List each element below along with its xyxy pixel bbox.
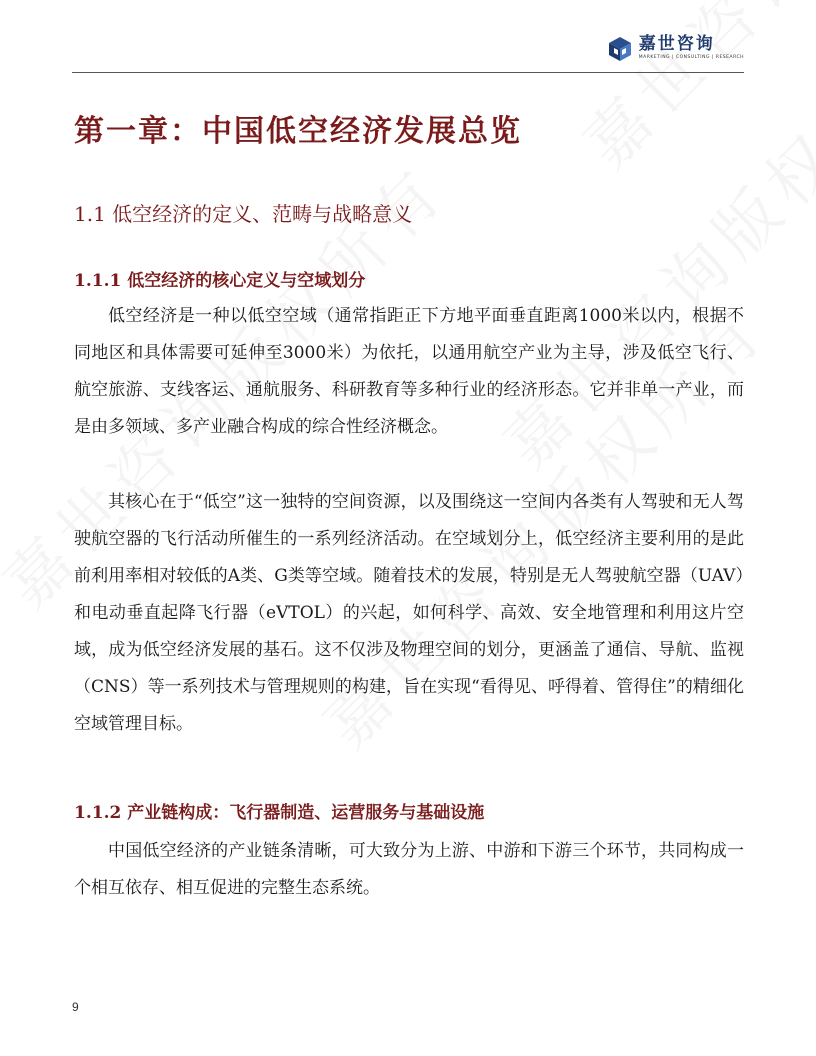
paragraph: 低空经济是一种以低空空域（通常指距正下方地平面垂直距离1000米以内，根据不同地区和具体需要可延伸至3000米）为依托，以通用航空产业为主导，涉及低空飞行、航空旅游、支线客运、通航服务、科研教育等多种行业的经济形态。它并非单一产业，而是由多领域、多产业融合构成的综合性经济概念。 [74,306,744,437]
paragraph: 其核心在于“低空”这一独特的空间资源，以及围绕这一空间内各类有人驾驶和无人驾驶航空器的飞行活动所催生的一系列经济活动。在空域划分上，低空经济主要利用的是此前利用率相对较低的A类、G类等空域。随着技术的发展，特别是无人驾驶航空器（UAV）和电动垂直起降飞行器（eVTOL）的兴起，如何科学、高效、安全地管理和利用这片空域，成为低空经济发展的基石。这不仅涉及物理空间的划分，更涵盖了通信、导航、监视（CNS）等一系列技术与管理规则的构建，旨在实现“看得见、呼得着、管得住”的精细化空域管理目标。 [74,492,744,734]
logo-name: 嘉世咨询 [638,34,715,54]
watermark-text [560,0,816,185]
page-number: 9 [72,1000,79,1014]
company-logo [607,34,744,62]
logo-tagline: MARKETING | CONSULTING | RESEARCH [638,55,744,60]
section-heading-1-1: 1.1 低空经济的定义、范畴与战略意义 [74,202,413,226]
cube-logo-icon [607,36,633,62]
section-heading-1-1-2: 1.1.2 产业链构成：飞行器制造、运营服务与基础设施 [74,803,485,823]
page-header [72,30,744,73]
paragraph: 中国低空经济的产业链条清晰，可大致分为上游、中游和下游三个环节，共同构成一个相互依存、相互促进的完整生态系统。 [74,841,744,898]
chapter-title: 第一章：中国低空经济发展总览 [74,114,522,149]
section-heading-1-1-1: 1.1.1 低空经济的核心定义与空域划分 [74,271,366,291]
